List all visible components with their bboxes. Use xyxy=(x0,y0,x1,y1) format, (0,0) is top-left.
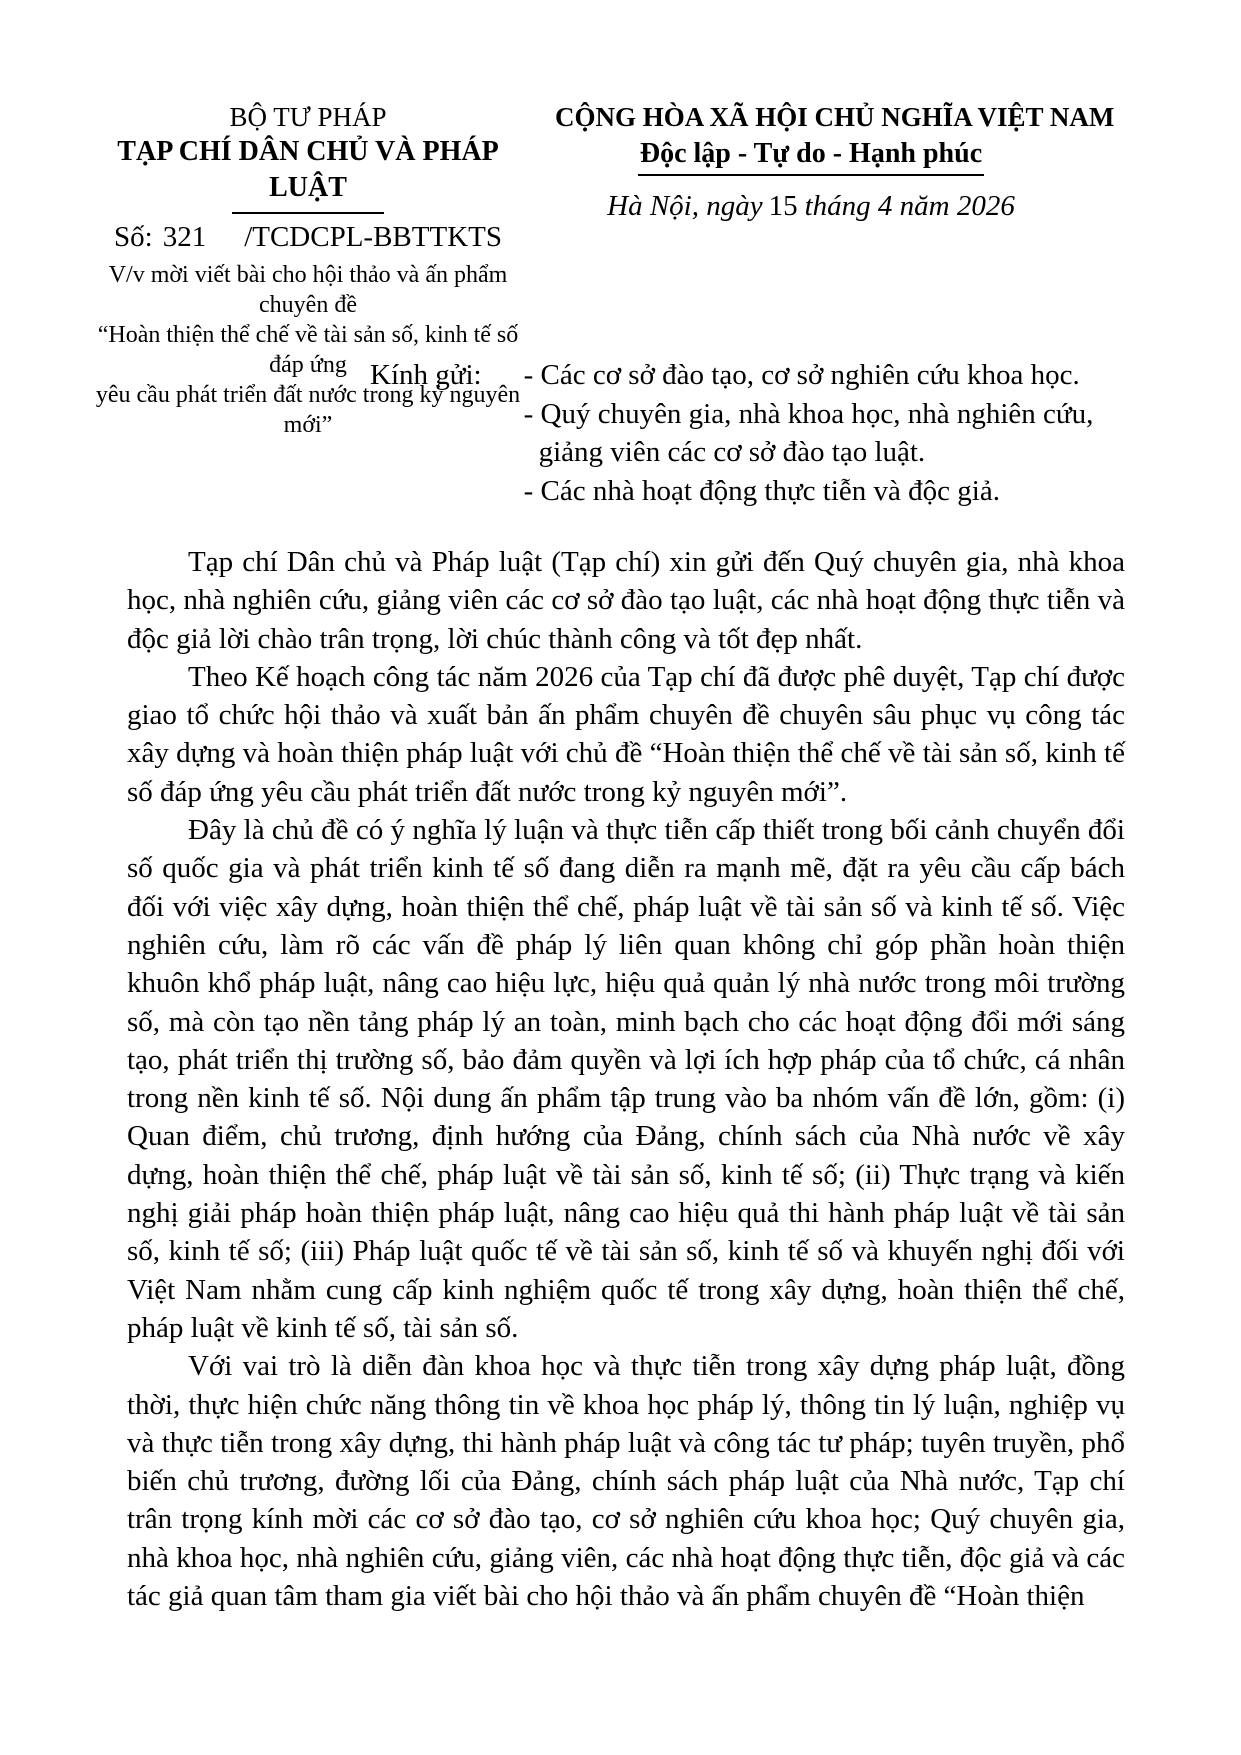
recipient-line-2-continuation: giảng viên các cơ sở đào tạo luật. xyxy=(538,436,926,468)
place-date-prefix: Hà Nội, ngày xyxy=(607,190,763,222)
body-paragraph-1: Tạp chí Dân chủ và Pháp luật (Tạp chí) xin gửi đến Quý chuyên gia, nhà khoa học, nhà nghiên cứu, giảng viên các cơ sở đào tạo luật, các nhà hoạt động thực tiễn và độc giả lời chào trân trọng, lời chúc thành công và tốt đẹp nhất. xyxy=(127,546,1125,655)
salutation-block xyxy=(370,356,1093,510)
salutation-label: Kính gửi: xyxy=(370,359,482,391)
document-number-symbol: /TCDCPL-BBTTKTS xyxy=(244,221,502,253)
document-number-value: 321 xyxy=(162,221,207,253)
agency-underline xyxy=(232,212,384,214)
national-motto: Độc lập - Tự do - Hạnh phúc xyxy=(638,137,984,176)
body-paragraph-3: Đây là chủ đề có ý nghĩa lý luận và thực tiễn cấp thiết trong bối cảnh chuyển đổi số quốc gia và phát triển kinh tế số đang diễn ra mạnh mẽ, đặt ra yêu cầu cấp bách đối với việc xây dựng, hoàn thiện thể chế, pháp luật về tài sản số và kinh tế số. Việc nghiên cứu, làm rõ các vấn đề pháp lý liên quan không chỉ góp phần hoàn thiện khuôn khổ pháp luật, nâng cao hiệu lực, hiệu quả quản lý nhà nước trong môi trường số, mà còn tạo nền tảng pháp lý an toàn, minh bạch cho các hoạt động đổi mới sáng tạo, phát triển thị trường số, bảo đảm quyền và lợi ích hợp pháp của tổ chức, cá nhân trong nền kinh tế số. Nội dung ấn phẩm tập trung vào ba nhóm vấn đề lớn, gồm: (i) Quan điểm, chủ trương, định hướng của Đảng, chính sách của Nhà nước về xây dựng, hoàn thiện thể chế, pháp luật về tài sản số, kinh tế số; (ii) Thực trạng và kiến nghị giải pháp hoàn thiện pháp luật, nâng cao hiệu quả thi hành pháp luật về tài sản số, kinh tế số; (iii) Pháp luật quốc tế về tài sản số, kinh tế số và khuyến nghị đối với Việt Nam nhằm cung cấp kinh nghiệm quốc tế trong xây dựng, hoàn thiện thể chế, pháp luật về kinh tế số, tài sản số. xyxy=(127,814,1125,1344)
letter-body xyxy=(127,543,1125,1615)
agency-name: TẠP CHÍ DÂN CHỦ VÀ PHÁP LUẬT xyxy=(117,136,499,203)
recipient-list xyxy=(524,356,1094,510)
place-and-date-line xyxy=(555,188,1067,224)
body-paragraph-4: Với vai trò là diễn đàn khoa học và thực tiễn trong xây dựng pháp luật, đồng thời, thực hiện chức năng thông tin về khoa học pháp lý, thông tin lý luận, nghiệp vụ và thực tiễn trong xây dựng, thi hành pháp luật và công tác tư pháp; tuyên truyền, phổ biến chủ trương, đường lối của Đảng, chính sách pháp luật của Nhà nước, Tạp chí trân trọng kính mời các cơ sở đào tạo, cơ sở nghiên cứu khoa học; Quý chuyên gia, nhà khoa học, nhà nghiên cứu, giảng viên, các nhà hoạt động thực tiễn, độc giả và các tác giả quan tâm tham gia viết bài cho hội thảo và ấn phẩm chuyên đề “Hoàn thiện xyxy=(127,1350,1125,1613)
subject-line-1: V/v mời viết bài cho hội thảo và ấn phẩm chuyên đề xyxy=(108,262,508,318)
subject-line-3: yêu cầu phát triển đất nước trong kỷ nguyên mới” xyxy=(95,382,521,438)
parent-agency-name: BỘ TƯ PHÁP xyxy=(229,102,387,132)
subject-line-2: “Hoàn thiện thể chế về tài sản số, kinh tế số đáp ứng xyxy=(97,322,519,378)
document-number-label: Số: xyxy=(114,221,153,253)
place-date-suffix: tháng 4 năm 2026 xyxy=(804,190,1015,222)
national-heading-block xyxy=(555,100,1115,224)
recipient-line-2: - Quý chuyên gia, nhà khoa học, nhà nghiên cứu, xyxy=(523,397,1094,430)
recipient-line-1: - Các cơ sở đào tạo, cơ sở nghiên cứu khoa học. xyxy=(523,359,1080,391)
date-day-value: 15 xyxy=(768,190,798,222)
recipient-line-3: - Các nhà hoạt động thực tiễn và độc giả. xyxy=(523,474,1000,507)
body-paragraph-2: Theo Kế hoạch công tác năm 2026 của Tạp chí đã được phê duyệt, Tạp chí được giao tổ chức hội thảo và xuất bản ấn phẩm chuyên đề chuyên sâu phục vụ công tác xây dựng và hoàn thiện pháp luật với chủ đề “Hoàn thiện thể chế về tài sản số, kinh tế số đáp ứng yêu cầu phát triển đất nước trong kỷ nguyên mới”. xyxy=(127,660,1125,808)
document-number-line xyxy=(88,219,528,256)
national-title: CỘNG HÒA XÃ HỘI CHỦ NGHĨA VIỆT NAM xyxy=(555,102,1115,132)
